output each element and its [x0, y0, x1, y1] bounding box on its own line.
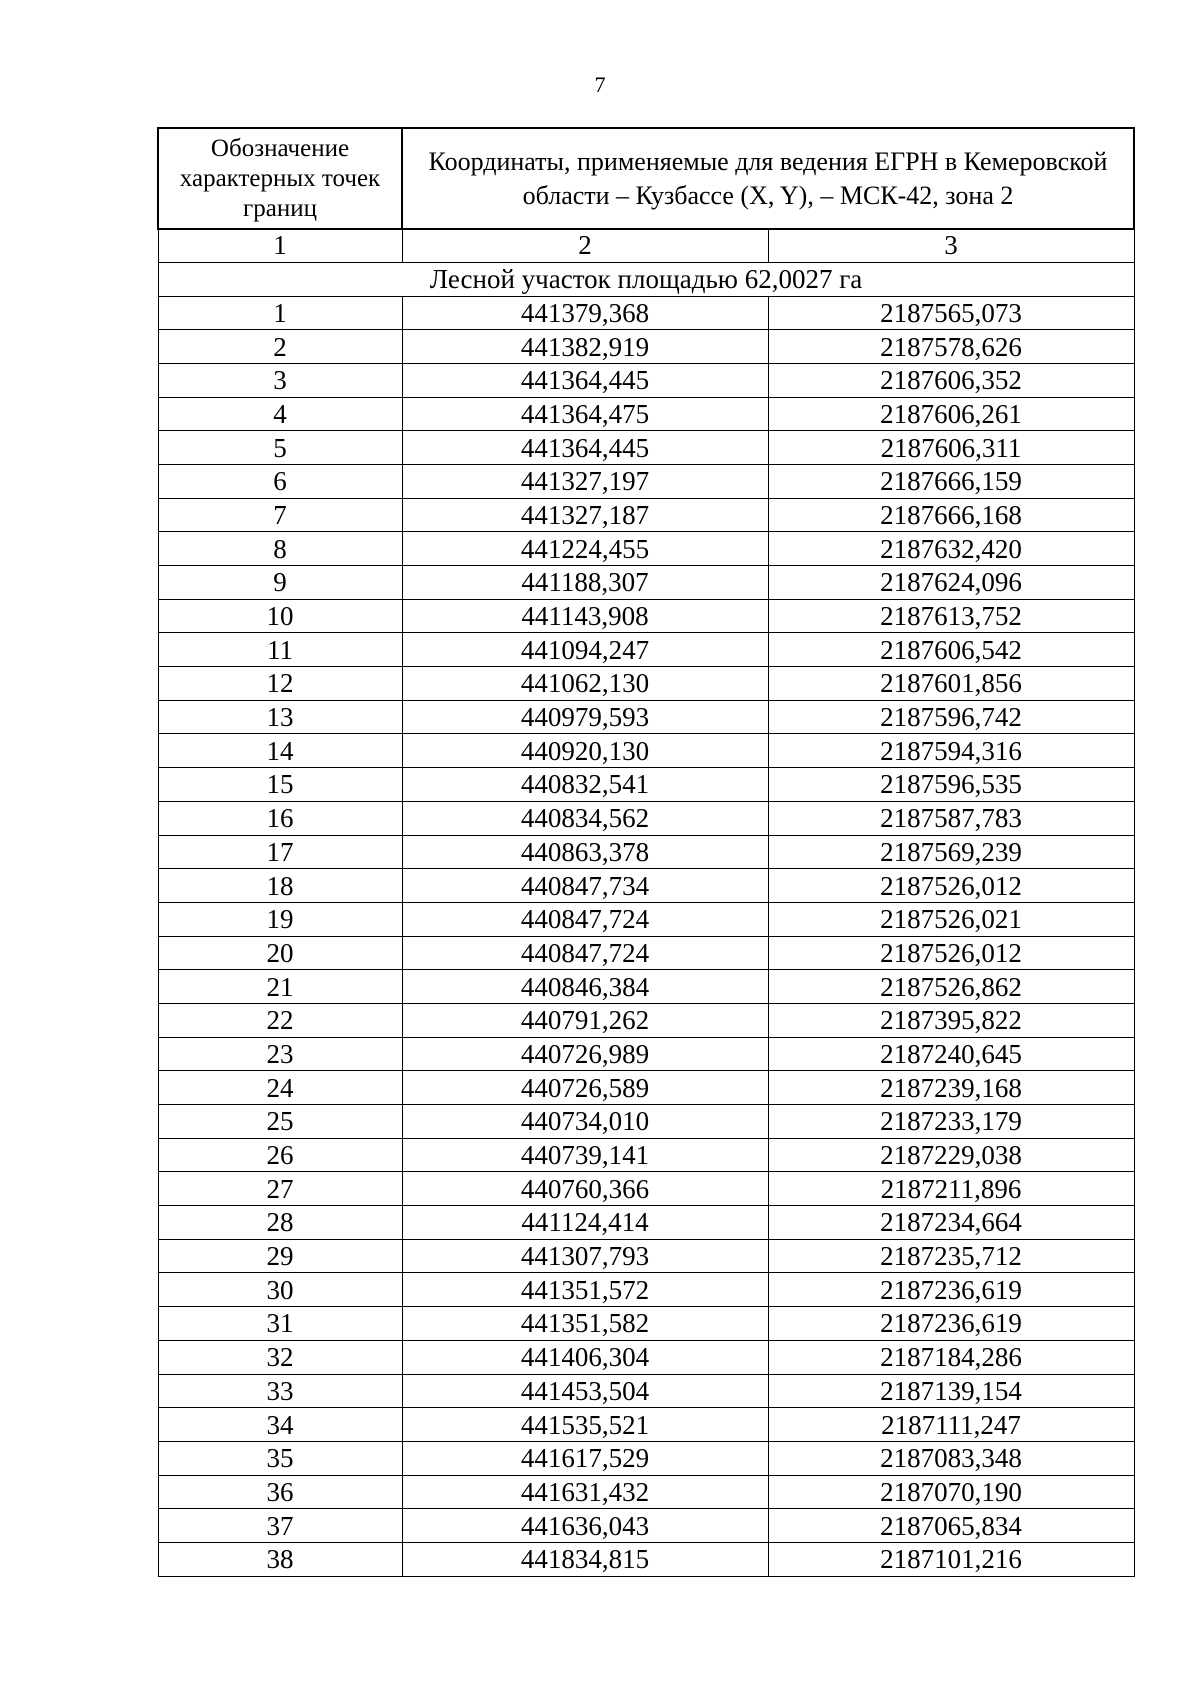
x-coordinate-cell: 441143,908 [402, 599, 768, 633]
table-row [158, 498, 1134, 532]
table-header-row [158, 128, 1134, 229]
table-row [158, 667, 1134, 701]
x-coordinate-cell: 441364,445 [402, 431, 768, 465]
column-number-3: 3 [768, 229, 1134, 262]
x-coordinate-cell: 440979,593 [402, 700, 768, 734]
table-row [158, 1408, 1134, 1442]
table-row [158, 936, 1134, 970]
x-coordinate-cell: 441834,815 [402, 1542, 768, 1576]
point-number-cell: 25 [158, 1105, 402, 1139]
point-number-cell: 27 [158, 1172, 402, 1206]
point-number-cell: 22 [158, 1003, 402, 1037]
point-number-cell: 18 [158, 869, 402, 903]
page-number: 7 [594, 72, 606, 97]
x-coordinate-cell: 440739,141 [402, 1138, 768, 1172]
y-coordinate-cell: 2187211,896 [768, 1172, 1134, 1206]
table-row [158, 296, 1134, 330]
table-row [158, 1441, 1134, 1475]
point-number-cell: 14 [158, 734, 402, 768]
point-number-cell: 28 [158, 1206, 402, 1240]
y-coordinate-cell: 2187526,021 [768, 902, 1134, 936]
x-coordinate-cell: 440863,378 [402, 835, 768, 869]
y-coordinate-cell: 2187184,286 [768, 1340, 1134, 1374]
table-row [158, 1071, 1134, 1105]
table-row [158, 1239, 1134, 1273]
y-coordinate-cell: 2187632,420 [768, 532, 1134, 566]
table-row [158, 970, 1134, 1004]
x-coordinate-cell: 441636,043 [402, 1509, 768, 1543]
point-number-cell: 3 [158, 363, 402, 397]
table-row [158, 1206, 1134, 1240]
y-coordinate-cell: 2187594,316 [768, 734, 1134, 768]
y-coordinate-cell: 2187235,712 [768, 1239, 1134, 1273]
x-coordinate-cell: 440760,366 [402, 1172, 768, 1206]
point-number-cell: 17 [158, 835, 402, 869]
point-number-cell: 32 [158, 1340, 402, 1374]
point-number-cell: 24 [158, 1071, 402, 1105]
table-row [158, 1509, 1134, 1543]
point-number-cell: 31 [158, 1307, 402, 1341]
table-row [158, 1475, 1134, 1509]
y-coordinate-cell: 2187596,535 [768, 768, 1134, 802]
y-coordinate-cell: 2187565,073 [768, 296, 1134, 330]
point-number-cell: 38 [158, 1542, 402, 1576]
x-coordinate-cell: 441327,187 [402, 498, 768, 532]
table-row [158, 1307, 1134, 1341]
point-number-cell: 4 [158, 397, 402, 431]
x-coordinate-cell: 440726,989 [402, 1037, 768, 1071]
x-coordinate-cell: 441364,445 [402, 363, 768, 397]
x-coordinate-cell: 441364,475 [402, 397, 768, 431]
table-row [158, 768, 1134, 802]
y-coordinate-cell: 2187526,012 [768, 936, 1134, 970]
y-coordinate-cell: 2187234,664 [768, 1206, 1134, 1240]
y-coordinate-cell: 2187239,168 [768, 1071, 1134, 1105]
y-coordinate-cell: 2187569,239 [768, 835, 1134, 869]
table-row [158, 734, 1134, 768]
table-row [158, 1105, 1134, 1139]
x-coordinate-cell: 441382,919 [402, 330, 768, 364]
table-row [158, 599, 1134, 633]
y-coordinate-cell: 2187526,862 [768, 970, 1134, 1004]
y-coordinate-cell: 2187139,154 [768, 1374, 1134, 1408]
table-row [158, 801, 1134, 835]
table-row [158, 869, 1134, 903]
x-coordinate-cell: 440791,262 [402, 1003, 768, 1037]
point-number-cell: 12 [158, 667, 402, 701]
x-coordinate-cell: 441351,572 [402, 1273, 768, 1307]
point-number-cell: 2 [158, 330, 402, 364]
x-coordinate-cell: 440834,562 [402, 801, 768, 835]
point-number-cell: 10 [158, 599, 402, 633]
x-coordinate-cell: 441224,455 [402, 532, 768, 566]
y-coordinate-cell: 2187101,216 [768, 1542, 1134, 1576]
y-coordinate-cell: 2187236,619 [768, 1307, 1134, 1341]
table-row [158, 1003, 1134, 1037]
table-row [158, 902, 1134, 936]
y-coordinate-cell: 2187587,783 [768, 801, 1134, 835]
y-coordinate-cell: 2187395,822 [768, 1003, 1134, 1037]
y-coordinate-cell: 2187240,645 [768, 1037, 1134, 1071]
coordinates-table [157, 127, 1135, 1577]
y-coordinate-cell: 2187601,856 [768, 667, 1134, 701]
y-coordinate-cell: 2187229,038 [768, 1138, 1134, 1172]
y-coordinate-cell: 2187666,168 [768, 498, 1134, 532]
point-number-cell: 5 [158, 431, 402, 465]
coordinates-table-body [158, 128, 1134, 1576]
table-row [158, 397, 1134, 431]
table-row [158, 1037, 1134, 1071]
x-coordinate-cell: 440847,734 [402, 869, 768, 903]
point-number-cell: 26 [158, 1138, 402, 1172]
x-coordinate-cell: 441631,432 [402, 1475, 768, 1509]
table-row [158, 330, 1134, 364]
x-coordinate-cell: 441406,304 [402, 1340, 768, 1374]
y-coordinate-cell: 2187606,261 [768, 397, 1134, 431]
point-number-cell: 16 [158, 801, 402, 835]
x-coordinate-cell: 440920,130 [402, 734, 768, 768]
y-coordinate-cell: 2187065,834 [768, 1509, 1134, 1543]
table-row [158, 700, 1134, 734]
y-coordinate-cell: 2187233,179 [768, 1105, 1134, 1139]
table-row [158, 1542, 1134, 1576]
x-coordinate-cell: 440847,724 [402, 902, 768, 936]
point-number-cell: 13 [158, 700, 402, 734]
point-number-cell: 6 [158, 464, 402, 498]
section-title: Лесной участок площадью 62,0027 га [158, 262, 1134, 296]
point-number-cell: 1 [158, 296, 402, 330]
section-title-row [158, 262, 1134, 296]
y-coordinate-cell: 2187526,012 [768, 869, 1134, 903]
x-coordinate-cell: 441124,414 [402, 1206, 768, 1240]
x-coordinate-cell: 440832,541 [402, 768, 768, 802]
table-row [158, 1273, 1134, 1307]
point-number-cell: 7 [158, 498, 402, 532]
table-row [158, 566, 1134, 600]
x-coordinate-cell: 440846,384 [402, 970, 768, 1004]
header-points-label: Обозначение характерных точек границ [158, 128, 402, 229]
point-number-cell: 20 [158, 936, 402, 970]
column-number-2: 2 [402, 229, 768, 262]
x-coordinate-cell: 441307,793 [402, 1239, 768, 1273]
y-coordinate-cell: 2187606,352 [768, 363, 1134, 397]
y-coordinate-cell: 2187111,247 [768, 1408, 1134, 1442]
column-number-1: 1 [158, 229, 402, 262]
table-row [158, 1340, 1134, 1374]
y-coordinate-cell: 2187596,742 [768, 700, 1134, 734]
x-coordinate-cell: 441094,247 [402, 633, 768, 667]
x-coordinate-cell: 440847,724 [402, 936, 768, 970]
table-row [158, 1172, 1134, 1206]
point-number-cell: 11 [158, 633, 402, 667]
table-row [158, 431, 1134, 465]
x-coordinate-cell: 440734,010 [402, 1105, 768, 1139]
table-row [158, 1138, 1134, 1172]
x-coordinate-cell: 441453,504 [402, 1374, 768, 1408]
x-coordinate-cell: 441327,197 [402, 464, 768, 498]
point-number-cell: 19 [158, 902, 402, 936]
table-row [158, 633, 1134, 667]
column-numbers-row [158, 229, 1134, 262]
x-coordinate-cell: 441188,307 [402, 566, 768, 600]
y-coordinate-cell: 2187578,626 [768, 330, 1134, 364]
table-row [158, 835, 1134, 869]
point-number-cell: 21 [158, 970, 402, 1004]
x-coordinate-cell: 441535,521 [402, 1408, 768, 1442]
point-number-cell: 34 [158, 1408, 402, 1442]
point-number-cell: 30 [158, 1273, 402, 1307]
point-number-cell: 9 [158, 566, 402, 600]
point-number-cell: 35 [158, 1441, 402, 1475]
point-number-cell: 8 [158, 532, 402, 566]
table-row [158, 1374, 1134, 1408]
header-coords-label: Координаты, применяемые для ведения ЕГРН в Кемеровской области – Кузбассе (X, Y), – МСК-42, зона 2 [402, 128, 1134, 229]
y-coordinate-cell: 2187606,311 [768, 431, 1134, 465]
table-row [158, 532, 1134, 566]
x-coordinate-cell: 441351,582 [402, 1307, 768, 1341]
x-coordinate-cell: 440726,589 [402, 1071, 768, 1105]
x-coordinate-cell: 441617,529 [402, 1441, 768, 1475]
y-coordinate-cell: 2187070,190 [768, 1475, 1134, 1509]
y-coordinate-cell: 2187666,159 [768, 464, 1134, 498]
table-row [158, 464, 1134, 498]
y-coordinate-cell: 2187083,348 [768, 1441, 1134, 1475]
y-coordinate-cell: 2187236,619 [768, 1273, 1134, 1307]
point-number-cell: 37 [158, 1509, 402, 1543]
point-number-cell: 29 [158, 1239, 402, 1273]
point-number-cell: 36 [158, 1475, 402, 1509]
x-coordinate-cell: 441062,130 [402, 667, 768, 701]
y-coordinate-cell: 2187624,096 [768, 566, 1134, 600]
point-number-cell: 33 [158, 1374, 402, 1408]
table-row [158, 363, 1134, 397]
point-number-cell: 15 [158, 768, 402, 802]
point-number-cell: 23 [158, 1037, 402, 1071]
x-coordinate-cell: 441379,368 [402, 296, 768, 330]
y-coordinate-cell: 2187606,542 [768, 633, 1134, 667]
y-coordinate-cell: 2187613,752 [768, 599, 1134, 633]
